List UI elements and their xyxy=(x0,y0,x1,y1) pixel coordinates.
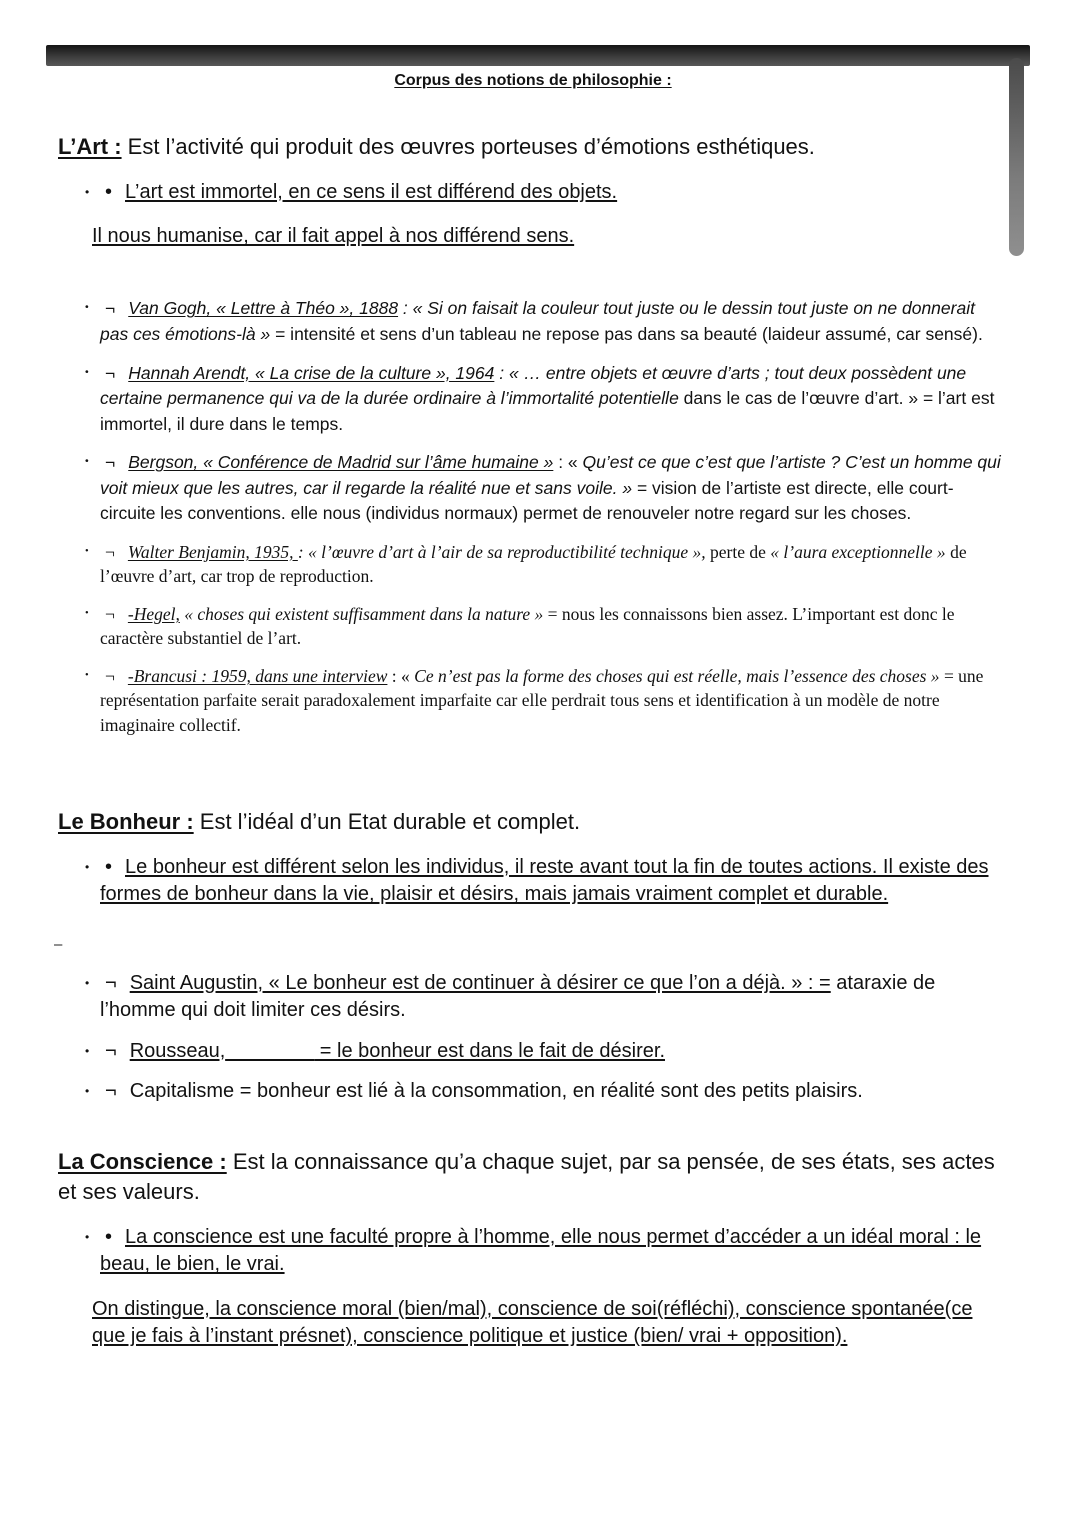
text-segment: : « … entre objets et œuvre d’arts ; tout deux possèdent une certaine permanence qui va de la durée ordinaire à l’immortalité potentielle xyxy=(100,362,967,409)
sub-bullet-icon: • xyxy=(105,180,113,203)
text-segment: = une représentation parfaite serait paradoxalement imparfaite car elle perdrait tous sens et identification à un modèle de notre imaginaire collectif. xyxy=(100,665,984,735)
not-sign-marker-icon: ¬ xyxy=(105,362,116,383)
text-segment: = vision de l’artiste est directe, elle court-circuite les conventions. elle nous (individus normaux) permet de renouveler notre regard sur les choses. xyxy=(100,477,954,524)
list-item xyxy=(85,540,1008,589)
key-point-text xyxy=(100,854,1008,909)
text-segment: Van Gogh, « Lettre à Théo », 1888 xyxy=(128,298,399,319)
list-bullet-icon: • xyxy=(85,975,90,990)
not-sign-marker-icon: ¬ xyxy=(105,541,115,562)
document-content-wrapper xyxy=(0,72,1080,1350)
list-item xyxy=(85,602,1008,651)
not-sign-marker-icon: ¬ xyxy=(105,971,117,994)
list-bullet-icon: • xyxy=(85,1083,90,1098)
section-heading-label: La Conscience : xyxy=(58,1149,227,1175)
section-heading xyxy=(58,1147,1008,1206)
section-heading xyxy=(58,807,1008,837)
text-segment: ataraxie de l’homme qui doit limiter ces désirs. xyxy=(100,971,936,1022)
note-item-text xyxy=(100,1078,1008,1105)
not-sign-marker-icon: ¬ xyxy=(105,665,115,686)
text-segment: Le bonheur est différent selon les individus, il reste avant tout la fin de toutes actions. Il existe des formes de bonheur dans la vie, plaisir et désirs, mais jamais vraiment complet et durable. xyxy=(100,856,989,906)
text-segment: = nous les connaissons bien assez. L’important est donc le caractère substantiel de l’art. xyxy=(100,603,955,649)
list-item xyxy=(85,1038,1008,1065)
text-segment: La conscience est une faculté propre à l’homme, elle nous permet d’accéder a un idéal moral : le beau, le bien, le vrai. xyxy=(100,1225,982,1276)
list-item xyxy=(85,179,1008,206)
not-sign-marker-icon: ¬ xyxy=(105,1079,117,1102)
section xyxy=(54,807,1008,1105)
sub-bullet-icon: • xyxy=(105,1225,113,1248)
section-heading-text: Est l’idéal d’un Etat durable et complet. xyxy=(193,809,581,835)
paragraph xyxy=(92,1296,1008,1351)
section-heading-text: Est l’activité qui produit des œuvres porteuses d’émotions esthétiques. xyxy=(121,134,815,159)
page-top-edge-bar xyxy=(46,45,1030,66)
not-sign-marker-icon: ¬ xyxy=(105,1039,117,1062)
note-item-text xyxy=(100,1038,1008,1065)
text-segment: Hannah Arendt, « La crise de la culture », 1964 xyxy=(128,362,495,383)
note-item-text xyxy=(100,602,1008,651)
text-segment: Qu’est ce que c’est que l’artiste ? C’est un homme qui voit mieux que les autres, car il regarde la réalité nue et sans voile. » xyxy=(100,452,1001,498)
text-segment: Il nous humanise, car il fait appel à nos différend sens. xyxy=(92,225,575,248)
note-item-text xyxy=(100,540,1008,589)
not-sign-marker-icon: ¬ xyxy=(105,452,116,473)
text-segment: : « xyxy=(553,452,583,473)
note-item-text xyxy=(100,970,1008,1025)
list-item xyxy=(85,664,1008,738)
text-segment: perte de xyxy=(705,541,771,562)
list-bullet-icon: • xyxy=(85,669,89,681)
list-item xyxy=(85,854,1008,909)
text-segment: Rousseau, xyxy=(129,1039,226,1062)
dash-mark: – xyxy=(54,935,63,953)
note-item-text xyxy=(100,296,1008,347)
section xyxy=(58,132,1008,737)
text-segment: Walter Benjamin, 1935, xyxy=(127,541,298,562)
list-item xyxy=(85,450,1008,527)
list-bullet-icon: • xyxy=(85,184,90,199)
list-bullet-icon: • xyxy=(85,607,89,619)
text-segment: : « Si on faisait la couleur tout juste ou le dessin tout juste on ne donnerait pas ces émotions-là » xyxy=(100,298,975,345)
key-point-text xyxy=(100,179,1008,206)
paragraph xyxy=(92,223,1008,250)
list-item xyxy=(85,1224,1008,1279)
note-item-text xyxy=(100,664,1008,738)
list-item xyxy=(85,361,1008,438)
list-bullet-icon: • xyxy=(85,365,89,378)
text-segment: : « xyxy=(387,665,415,686)
section xyxy=(58,1147,1008,1350)
text-segment: Saint Augustin, « Le bonheur est de continuer à désirer ce que l’on a déjà. » : = xyxy=(129,971,831,994)
section-heading-text: Est la connaissance qu’a chaque sujet, par sa pensée, de ses états, ses actes et ses valeurs. xyxy=(58,1149,995,1205)
section-heading xyxy=(58,132,1008,162)
list-item xyxy=(85,970,1008,1025)
text-segment: = intensité et sens d’un tableau ne repose pas dans sa beauté (laideur assumé, car sensé). xyxy=(275,324,983,345)
text-segment: Capitalisme = bonheur est lié à la consommation, en réalité sont des petits plaisirs. xyxy=(129,1079,863,1102)
list-bullet-icon: • xyxy=(85,1043,90,1058)
text-segment: « l’aura exceptionnelle » xyxy=(770,541,946,562)
text-segment: Ce n’est pas la forme des choses qui est réelle, mais l’essence des choses » xyxy=(414,665,940,686)
text-segment: Bergson, « Conférence de Madrid sur l’âme humaine » xyxy=(128,452,554,473)
text-segment: dans le cas de l’œuvre d’art. » = l’art est immortel, il dure dans le temps. xyxy=(100,388,995,434)
list-bullet-icon: • xyxy=(85,455,89,468)
not-sign-marker-icon: ¬ xyxy=(105,298,116,319)
text-segment xyxy=(225,1040,314,1062)
text-segment: On distingue, la conscience moral (bien/mal), conscience de soi(réfléchi), conscience spontanée(ce que je fais à l’instant présnet), conscience politique et justice (bien/ vrai + opposition). xyxy=(92,1297,973,1347)
note-item-text xyxy=(100,361,1008,438)
section-heading-label: Le Bonheur : xyxy=(58,809,194,835)
list-item xyxy=(85,296,1008,347)
note-item-text xyxy=(100,450,1008,527)
not-sign-marker-icon: ¬ xyxy=(105,603,115,624)
text-segment: L’art est immortel, en ce sens il est différend des objets. xyxy=(125,180,618,203)
text-segment: -Hegel, xyxy=(127,603,180,624)
document-title: Corpus des notions de philosophie : xyxy=(394,72,672,89)
list-bullet-icon: • xyxy=(85,301,89,314)
document-content xyxy=(54,132,1008,1350)
list-bullet-icon: • xyxy=(85,860,90,875)
list-bullet-icon: • xyxy=(85,1229,90,1244)
section-heading-label: L’Art : xyxy=(58,134,122,159)
text-segment: = le bonheur est dans le fait de désirer. xyxy=(314,1039,665,1062)
text-segment: « choses qui existent suffisamment dans la nature » xyxy=(179,603,544,624)
list-bullet-icon: • xyxy=(85,545,89,557)
list-item xyxy=(85,1078,1008,1105)
sub-bullet-icon: • xyxy=(105,856,113,879)
text-segment: -Brancusi : 1959, dans une interview xyxy=(127,665,388,686)
key-point-text xyxy=(100,1224,1008,1279)
text-segment: : « l’œuvre d’art à l’air de sa reproductibilité technique », xyxy=(297,541,706,562)
text-segment: de l’œuvre d’art, car trop de reproduction. xyxy=(100,541,967,587)
